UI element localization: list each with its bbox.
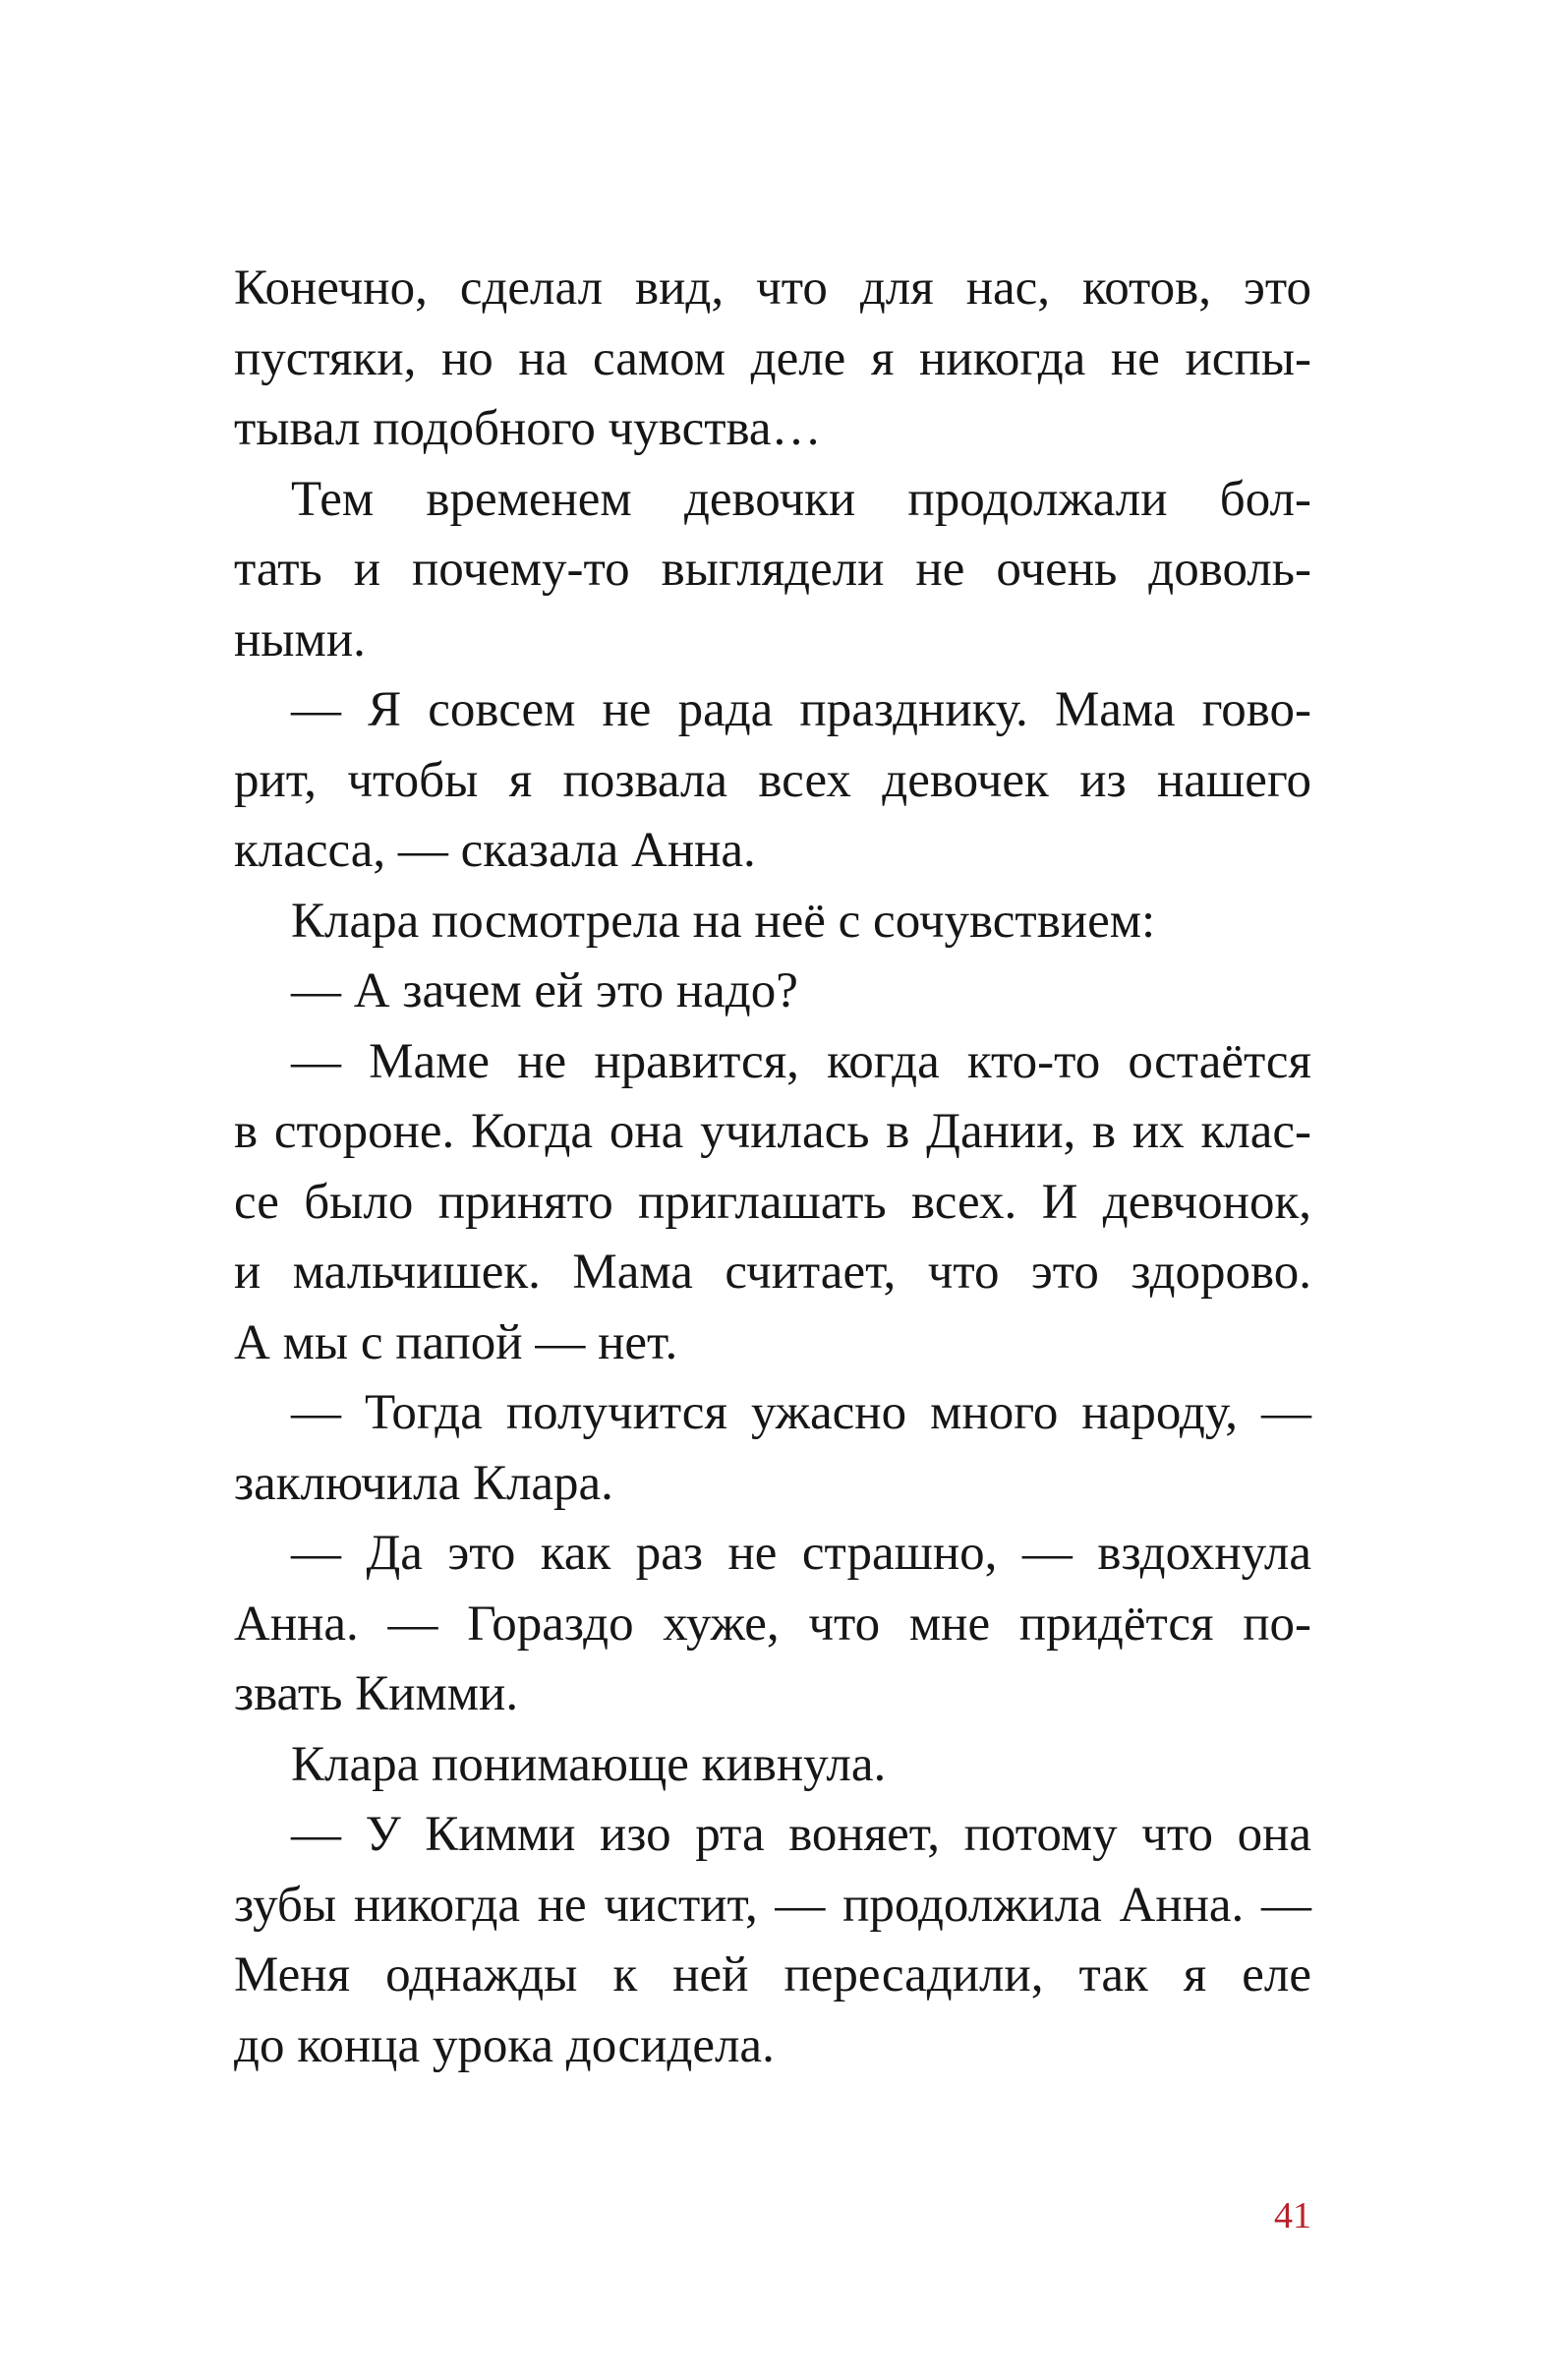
page-number: 41 xyxy=(1274,2195,1311,2236)
text-line: класса, — сказала Анна. xyxy=(234,823,756,878)
text-line: тать и почему-то выглядели не очень доволь- xyxy=(234,542,1311,597)
text-line: — Да это как раз не страшно, — вздохнула xyxy=(291,1526,1311,1581)
text-line: Анна. — Гораздо хуже, что мне придётся по- xyxy=(234,1596,1311,1652)
body-text xyxy=(234,254,1311,2081)
text-line: — Я совсем не рада празднику. Мама гово- xyxy=(291,682,1311,737)
text-line: се было принято приглашать всех. И девчонок, xyxy=(234,1174,1311,1230)
text-line: и мальчишек. Мама считает, что это здорово. xyxy=(234,1245,1311,1300)
text-line: Конечно, сделал вид, что для нас, котов, это xyxy=(234,261,1311,316)
text-line: Клара посмотрела на неё с сочувствием: xyxy=(291,893,1156,949)
text-line: — А зачем ей это надо? xyxy=(291,963,798,1018)
text-line: рит, чтобы я позвала всех девочек из нашего xyxy=(234,752,1311,808)
text-line: пустяки, но на самом деле я никогда не испы- xyxy=(234,330,1311,386)
text-line: тывал подобного чувства… xyxy=(234,401,822,456)
text-line: ными. xyxy=(234,611,366,668)
text-line: Меня однажды к ней пересадили, так я еле xyxy=(234,1947,1311,2003)
text-line: — Тогда получится ужасно много народу, — xyxy=(291,1385,1311,1440)
text-line: зубы никогда не чистит, — продолжила Анна. — xyxy=(234,1877,1311,1933)
text-line: звать Кимми. xyxy=(234,1666,519,1721)
text-line: — У Кимми изо рта воняет, потому что она xyxy=(291,1807,1311,1862)
text-line: в стороне. Когда она училась в Дании, в их клас- xyxy=(234,1104,1311,1159)
text-line: Тем временем девочки продолжали бол- xyxy=(291,471,1311,527)
text-line: заключила Клара. xyxy=(234,1455,613,1511)
text-line: Клара понимающе кивнула. xyxy=(291,1736,887,1792)
text-line: — Маме не нравится, когда кто-то остаётся xyxy=(291,1033,1311,1089)
text-line: А мы с папой — нет. xyxy=(234,1314,678,1370)
text-line: до конца урока досидела. xyxy=(234,2017,775,2073)
